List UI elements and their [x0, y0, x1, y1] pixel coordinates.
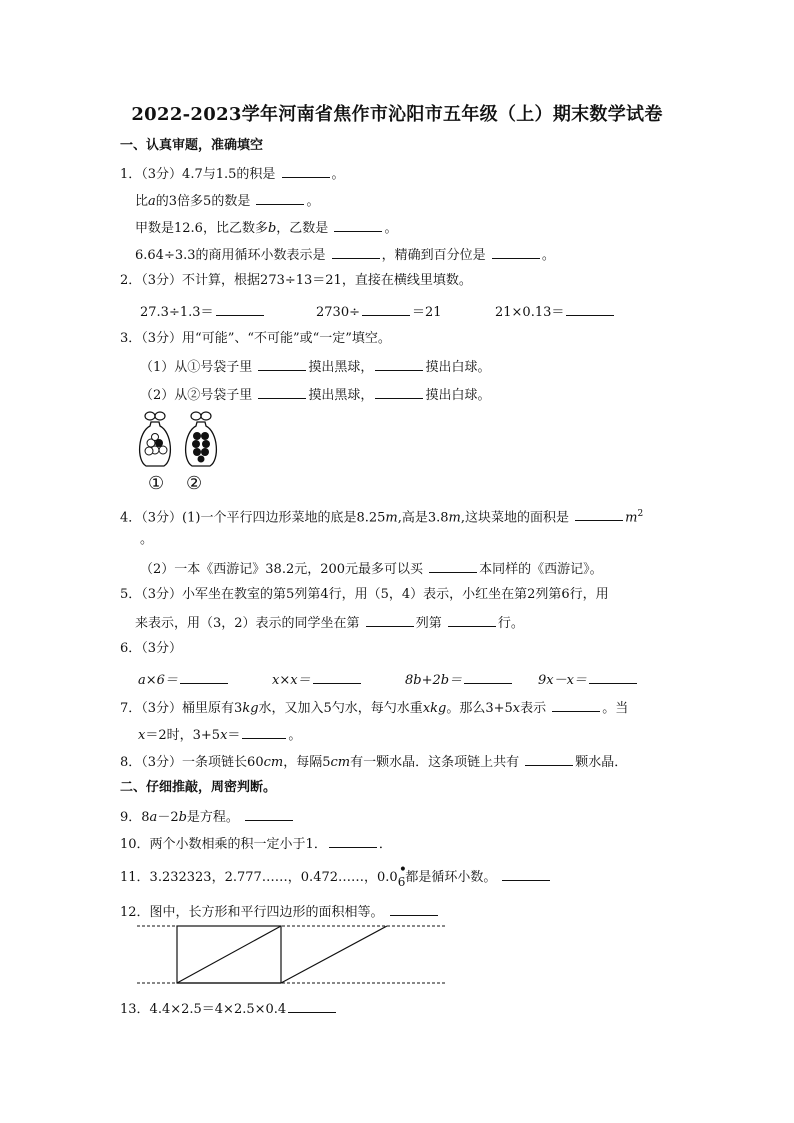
- answer-blank[interactable]: [429, 560, 477, 573]
- answer-blank[interactable]: [448, 614, 496, 627]
- answer-blank[interactable]: [313, 671, 361, 684]
- q2-eq3: 21×0.13＝: [495, 303, 616, 321]
- q2-eq1: 27.3÷1.3＝: [140, 303, 266, 321]
- answer-blank[interactable]: [375, 358, 423, 371]
- answer-blank[interactable]: [332, 246, 380, 259]
- q2-eq2: 2730÷ ＝21: [316, 305, 442, 320]
- answer-blank[interactable]: [180, 671, 228, 684]
- bag-1-label: ①: [148, 473, 165, 494]
- rectangle-parallelogram-figure: [137, 924, 449, 986]
- q9-line: 9．8a－2b是方程。: [120, 808, 295, 826]
- q12-line: 12．图中，长方形和平行四边形的面积相等。: [120, 903, 440, 921]
- q4-line-b: （2）一本《西游记》38.2元，200元最多可以买 本同样的《西游记》。: [140, 562, 603, 577]
- answer-blank[interactable]: [245, 808, 293, 821]
- answer-blank[interactable]: [329, 835, 377, 848]
- answer-blank[interactable]: [492, 246, 540, 259]
- bags-illustration: [138, 410, 228, 470]
- q6-eq1: a×6＝: [138, 671, 230, 689]
- answer-blank[interactable]: [366, 614, 414, 627]
- q3-heading: 3．（3分）用“可能”、“不可能”或“一定”填空。: [120, 331, 391, 346]
- section-2-heading: 二、仔细推敲，周密判断。: [120, 780, 277, 795]
- q10-line: 10．两个小数相乘的积一定小于1． ．: [120, 837, 392, 852]
- q13-line: 13．4.4×2.5＝4×2.5×0.4: [120, 1000, 338, 1018]
- answer-blank[interactable]: [525, 753, 573, 766]
- answer-blank[interactable]: [390, 903, 438, 916]
- q4-period: 。: [140, 532, 154, 547]
- answer-blank[interactable]: [216, 303, 264, 316]
- answer-blank[interactable]: [258, 386, 306, 399]
- q1-line-b: 比a的3倍多5的数是 。: [135, 194, 320, 209]
- answer-blank[interactable]: [362, 303, 410, 316]
- q3-sub1: （1）从①号袋子里 摸出黑球， 摸出白球。: [140, 360, 491, 375]
- answer-blank[interactable]: [589, 671, 637, 684]
- q2-heading: 2．（3分）不计算，根据273÷13＝21，直接在横线里填数。: [120, 273, 472, 288]
- q4-line-a: 4．（3分）(1)一个平行四边形菜地的底是8.25m,高是3.8m,这块菜地的面积是 $m^2$: [120, 509, 644, 526]
- answer-blank[interactable]: [575, 508, 623, 521]
- answer-blank[interactable]: [242, 726, 286, 739]
- q1-line-d: 6.64÷3.3的商用循环小数表示是 ，精确到百分位是 。: [135, 248, 555, 263]
- q5-line-1: 5．（3分）小军坐在教室的第5列第4行，用（5，4）表示，小红坐在第2列第6行，用: [120, 587, 609, 602]
- q8-line: 8．（3分）一条项链长60cm，每隔5cm有一颗水晶．这条项链上共有 颗水晶．: [120, 755, 628, 770]
- page-title: 2022-2023学年河南省焦作市沁阳市五年级（上）期末数学试卷: [131, 104, 663, 125]
- answer-blank[interactable]: [288, 1000, 336, 1013]
- answer-blank[interactable]: [282, 165, 330, 178]
- bag-1-icon: [140, 412, 171, 466]
- answer-blank[interactable]: [375, 386, 423, 399]
- bag-2-icon: [186, 412, 217, 466]
- q7-line-1: 7．（3分）桶里原有3kg水，又加入5勺水，每勺水重xkg。那么3+5x表示 。当: [120, 701, 629, 716]
- q1-line-c: 甲数是12.6，比乙数多b，乙数是 。: [135, 221, 398, 236]
- section-1-heading: 一、认真审题，准确填空: [120, 138, 264, 153]
- q6-eq4: 9x－x＝: [538, 671, 639, 689]
- answer-blank[interactable]: [464, 671, 512, 684]
- q6-eq3: 8b+2b＝: [405, 671, 514, 689]
- answer-blank[interactable]: [334, 219, 382, 232]
- answer-blank[interactable]: [258, 358, 306, 371]
- q6-eq2: x×x＝: [272, 671, 363, 689]
- answer-blank[interactable]: [256, 192, 304, 205]
- q1-line-a: 1．（3分）4.7与1.5的积是 。: [120, 167, 345, 182]
- q7-line-2: x＝2时，3+5x＝ 。: [138, 728, 302, 743]
- q5-line-2: 来表示，用（3，2）表示的同学坐在第 列第 行。: [135, 616, 524, 631]
- q6-heading: 6．（3分）: [120, 641, 183, 656]
- answer-blank[interactable]: [566, 303, 614, 316]
- answer-blank[interactable]: [502, 868, 550, 881]
- bag-2-label: ②: [186, 473, 203, 494]
- answer-blank[interactable]: [552, 699, 600, 712]
- q11-line: 11．3.232323，2.777……，0.472……，0.0 • 6都是循环小数。: [120, 868, 552, 886]
- q3-sub2: （2）从②号袋子里 摸出黑球， 摸出白球。: [140, 388, 491, 403]
